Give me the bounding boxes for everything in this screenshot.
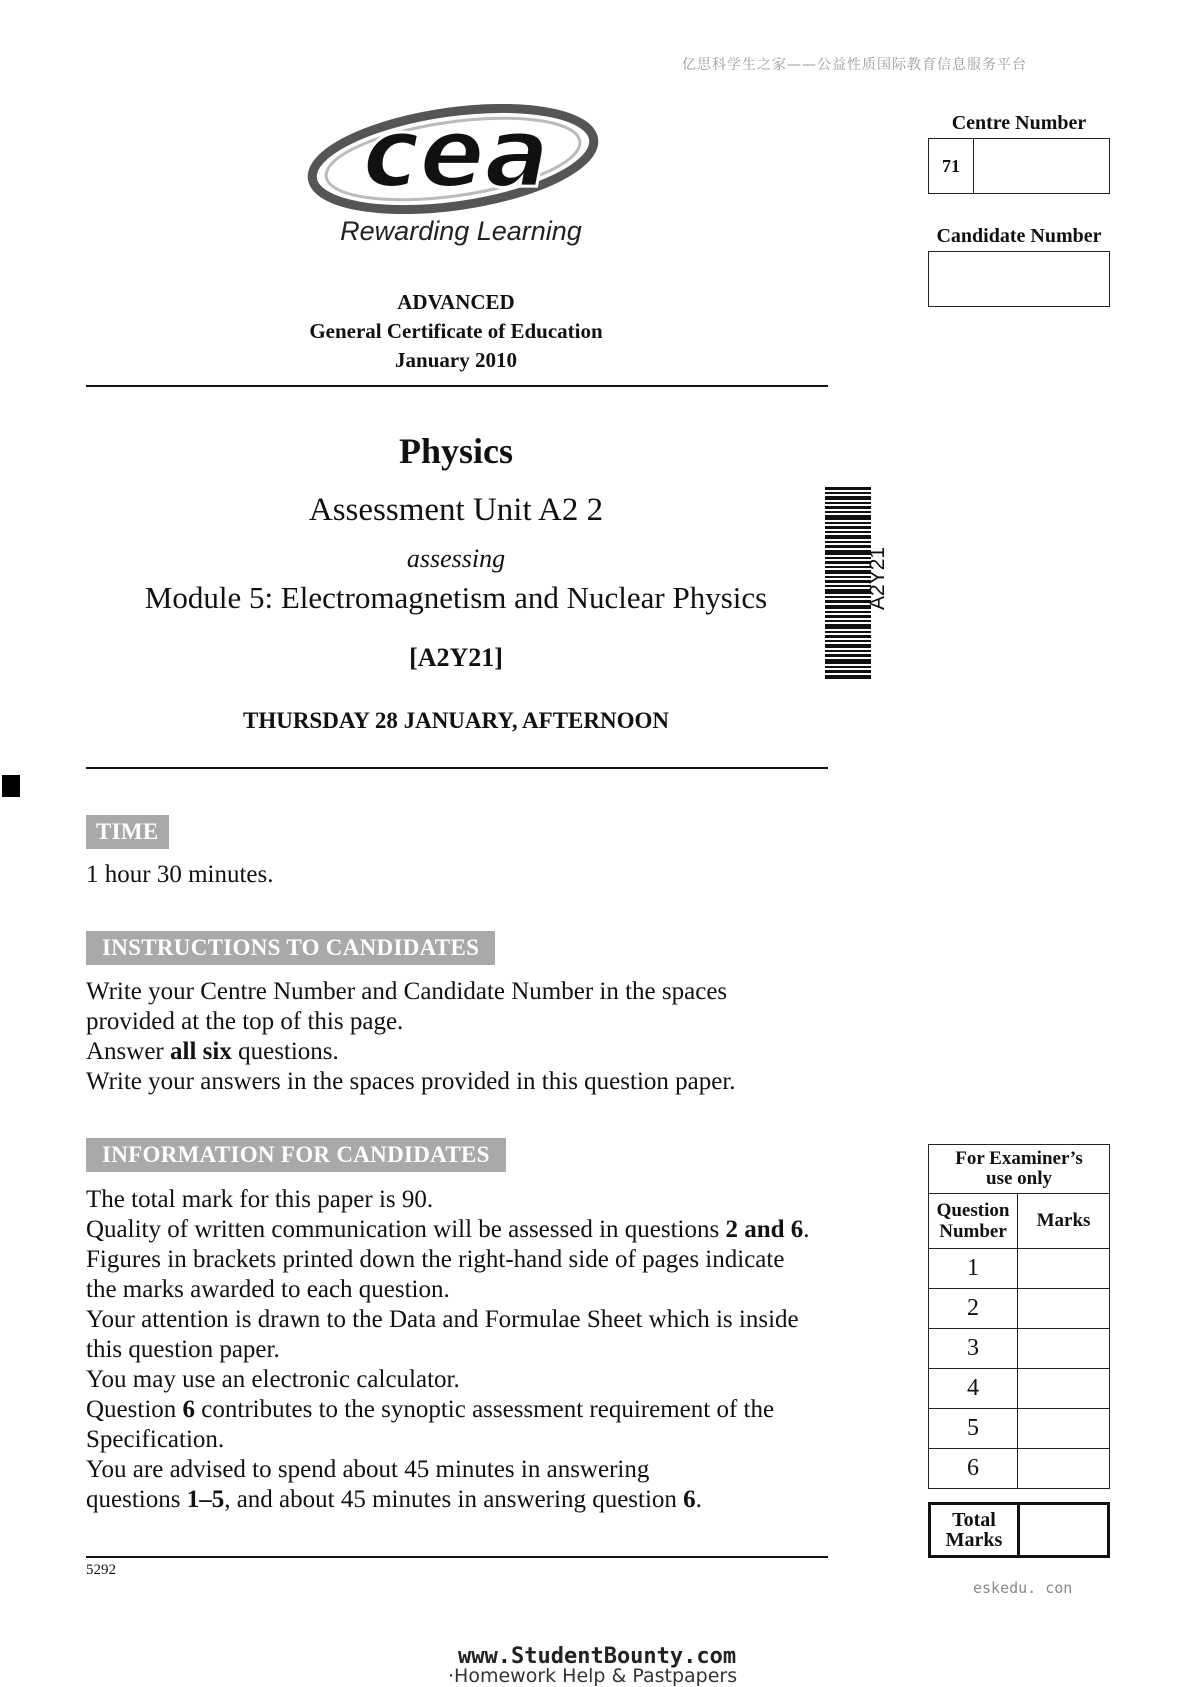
subject-title: Physics <box>398 431 513 471</box>
qualification: General Certificate of Education <box>309 319 603 343</box>
instruction-line: provided at the top of this page. <box>86 1008 404 1035</box>
information-line: You may use an electronic calculator. <box>86 1366 460 1393</box>
barcode-icon <box>825 487 871 679</box>
information-text <box>86 1185 876 1515</box>
table-row <box>929 1369 1110 1409</box>
marks-cell[interactable] <box>1018 1409 1110 1449</box>
centre-number-box[interactable] <box>928 138 1110 194</box>
assessing-label: assessing <box>406 544 506 573</box>
information-label: INFORMATION FOR CANDIDATES <box>86 1138 506 1172</box>
information-line: Question 6 contributes to the synoptic assessment requirement of the <box>86 1396 775 1423</box>
candidate-number-box[interactable] <box>928 251 1110 307</box>
information-line: You are advised to spend about 45 minutes in answering <box>86 1456 650 1483</box>
information-line: Specification. <box>86 1426 225 1453</box>
centre-number-label: Centre Number <box>951 112 1087 134</box>
total-marks-table <box>928 1502 1110 1558</box>
instructions-label: INSTRUCTIONS TO CANDIDATES <box>86 931 495 965</box>
time-label: TIME <box>86 815 169 849</box>
question-number: 2 <box>929 1289 1018 1329</box>
top-watermark-text: 亿思科学生之家——公益性质国际教育信息服务平台 <box>682 57 1027 73</box>
candidate-number-label: Candidate Number <box>936 225 1102 247</box>
instruction-line: Answer all six questions. <box>86 1038 339 1065</box>
table-row <box>929 1329 1110 1369</box>
table-row <box>929 1249 1110 1289</box>
question-number: 1 <box>929 1249 1018 1289</box>
centre-number-prefix: 71 <box>929 139 974 193</box>
examiner-table <box>928 1144 1110 1489</box>
title-divider <box>86 767 828 769</box>
total-marks-cell[interactable] <box>1019 1504 1109 1557</box>
paper-code: [A2Y21] <box>409 643 503 672</box>
time-value: 1 hour 30 minutes. <box>86 861 274 888</box>
question-number: 4 <box>929 1369 1018 1409</box>
information-line: Your attention is drawn to the Data and Formulae Sheet which is inside <box>86 1306 799 1333</box>
header-divider <box>86 385 828 387</box>
instructions-text <box>86 977 846 1097</box>
information-line: the marks awarded to each question. <box>86 1276 450 1303</box>
instruction-line: Write your Centre Number and Candidate Number in the spaces <box>86 978 728 1005</box>
table-row <box>929 1289 1110 1329</box>
table-row <box>929 1449 1110 1489</box>
barcode-label: A2Y21 <box>866 546 889 610</box>
marks-header: Marks <box>1018 1194 1110 1249</box>
level: ADVANCED <box>397 290 515 314</box>
assessment-unit: Assessment Unit A2 2 <box>308 492 604 528</box>
examiner-header: For Examiner’s use only <box>929 1145 1110 1194</box>
marks-cell[interactable] <box>1018 1289 1110 1329</box>
information-line: Quality of written communication will be assessed in questions 2 and 6. <box>86 1216 810 1243</box>
footer-divider <box>86 1556 828 1558</box>
cea-logo <box>306 104 606 254</box>
question-number: 3 <box>929 1329 1018 1369</box>
table-row <box>929 1409 1110 1449</box>
marks-cell[interactable] <box>1018 1249 1110 1289</box>
eskedu-watermark: eskedu. con <box>973 1579 1073 1597</box>
question-number: 5 <box>929 1409 1018 1449</box>
information-line: Figures in brackets printed down the right-hand side of pages indicate <box>86 1246 785 1273</box>
information-line: questions 1–5, and about 45 minutes in answering question 6. <box>86 1486 702 1513</box>
question-number: 6 <box>929 1449 1018 1489</box>
scan-marker <box>2 775 20 797</box>
marks-cell[interactable] <box>1018 1369 1110 1409</box>
marks-cell[interactable] <box>1018 1329 1110 1369</box>
marks-cell[interactable] <box>1018 1449 1110 1489</box>
module-title: Module 5: Electromagnetism and Nuclear Physics <box>144 580 768 615</box>
footer-code: 5292 <box>86 1562 116 1578</box>
studentbounty-url: www.StudentBounty.com <box>458 1644 737 1669</box>
cea-logo-mark <box>306 104 606 214</box>
information-line: this question paper. <box>86 1336 280 1363</box>
studentbounty-tagline: ·Homework Help & Pastpapers <box>448 1665 738 1687</box>
total-marks-label: Total Marks <box>930 1504 1019 1557</box>
instruction-line: Write your answers in the spaces provided in this question paper. <box>86 1068 736 1095</box>
exam-date: THURSDAY 28 JANUARY, AFTERNOON <box>242 708 670 733</box>
cea-logo-brand: cea <box>362 104 550 209</box>
question-number-header: Question Number <box>929 1194 1018 1249</box>
information-line: The total mark for this paper is 90. <box>86 1186 434 1213</box>
session: January 2010 <box>395 348 517 372</box>
logo-tagline: Rewarding Learning <box>340 216 582 246</box>
qualification-header <box>86 288 826 375</box>
